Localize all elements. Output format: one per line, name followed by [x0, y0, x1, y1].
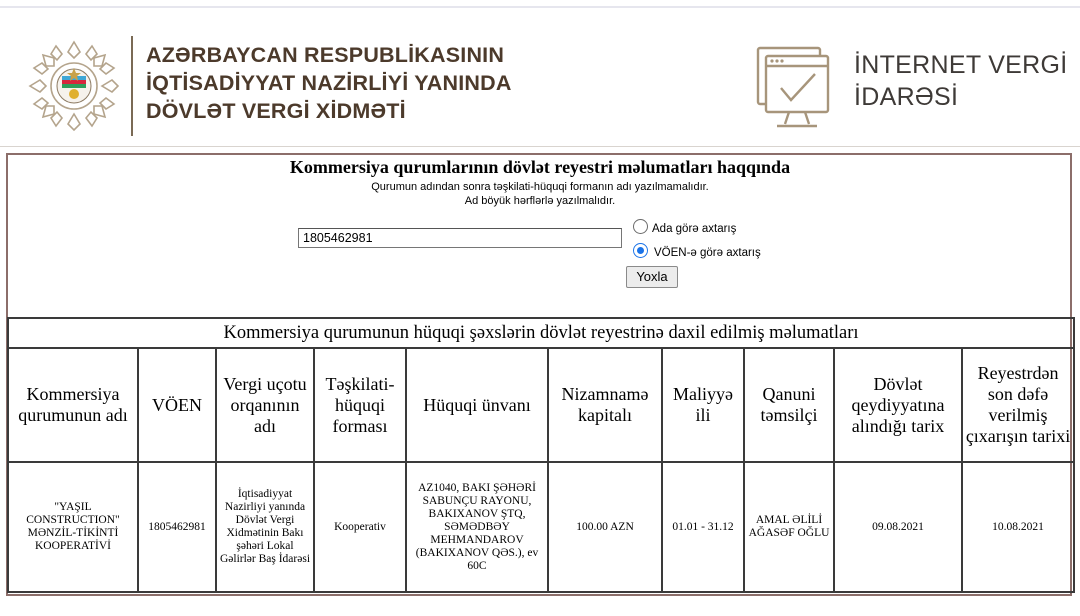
- header-financial-year: Maliyyə ili: [662, 348, 744, 462]
- portal-line-1: İNTERNET VERGİ: [854, 51, 1068, 79]
- cell-voen: 1805462981: [138, 462, 216, 592]
- radio-label-by-name[interactable]: Ada görə axtarış: [652, 223, 737, 235]
- header-legal-representative: Qanuni təmsilçi: [744, 348, 834, 462]
- header-tax-office: Vergi uçotu orqanının adı: [216, 348, 314, 462]
- cell-legal-representative: AMAL ƏLİLİ AĞASƏF OĞLU: [744, 462, 834, 592]
- cell-tax-office: İqtisadiyyat Nazirliyi yanında Dövlət Vergi Xidmətinin Bakı şəhəri Lokal Gəlirlər Baş İdarəsi: [216, 462, 314, 592]
- header-voen: VÖEN: [138, 348, 216, 462]
- organization-name: [146, 41, 512, 125]
- cell-registration-date: 09.08.2021: [834, 462, 962, 592]
- header-bottom-rule: [0, 146, 1080, 147]
- radio-search-by-name[interactable]: [633, 219, 648, 234]
- header-company-name: Kommersiya qurumunun adı: [8, 348, 138, 462]
- search-note-2: Ad böyük hərflərlə yazılmalıdır.: [464, 195, 616, 207]
- org-line-1: AZƏRBAYCAN RESPUBLİKASININ: [146, 43, 505, 67]
- header-legal-address: Hüquqi ünvanı: [406, 348, 548, 462]
- registry-table: [7, 317, 1075, 593]
- header-registration-date: Dövlət qeydiyyatına alındığı tarix: [834, 348, 962, 462]
- cell-charter-capital: 100.00 AZN: [548, 462, 662, 592]
- monitor-checkmark-icon: [755, 44, 835, 132]
- table-row: [8, 462, 1074, 592]
- radio-label-by-voen[interactable]: VÖEN-ə görə axtarış: [654, 247, 761, 259]
- page-title: Kommersiya qurumlarının dövlət reyestri məlumatları haqqında: [289, 157, 791, 177]
- portal-name: [854, 49, 1068, 113]
- org-line-2: İQTİSADİYYAT NAZİRLİYİ YANINDA: [146, 71, 512, 95]
- search-note-1: Qurumun adından sonra təşkilati-hüquqi formanın adı yazılmamalıdır.: [371, 181, 709, 193]
- header-extract-date: Reyestrdən son dəfə verilmiş çıxarışın tarixi: [962, 348, 1074, 462]
- org-line-3: DÖVLƏT VERGİ XİDMƏTİ: [146, 99, 406, 123]
- header-divider: [131, 36, 133, 136]
- table-caption: Kommersiya qurumunun hüquqi şəxslərin dövlət reyestrinə daxil edilmiş məlumatları: [8, 318, 1074, 348]
- check-button[interactable]: Yoxla: [626, 266, 678, 288]
- header-charter-capital: Nizamnamə kapitalı: [548, 348, 662, 462]
- search-input[interactable]: 1805462981: [298, 228, 622, 248]
- site-header: [0, 8, 1080, 146]
- cell-financial-year: 01.01 - 31.12: [662, 462, 744, 592]
- cell-extract-date: 10.08.2021: [962, 462, 1074, 592]
- state-emblem-icon: [26, 38, 122, 134]
- header-legal-form: Təşkilati-hüquqi forması: [314, 348, 406, 462]
- table-header-row: [8, 348, 1074, 462]
- cell-company-name: "YAŞIL CONSTRUCTION" MƏNZİL-TİKİNTİ KOOPERATİVİ: [8, 462, 138, 592]
- cell-legal-form: Kooperativ: [314, 462, 406, 592]
- radio-search-by-voen[interactable]: [633, 243, 648, 258]
- portal-line-2: İDARƏSİ: [854, 83, 959, 111]
- cell-legal-address: AZ1040, BAKI ŞƏHƏRİ SABUNÇU RAYONU, BAKIXANOV ŞTQ, SƏMƏDBƏY MEHMANDAROV (BAKIXANOV QƏS.), ev 60C: [406, 462, 548, 592]
